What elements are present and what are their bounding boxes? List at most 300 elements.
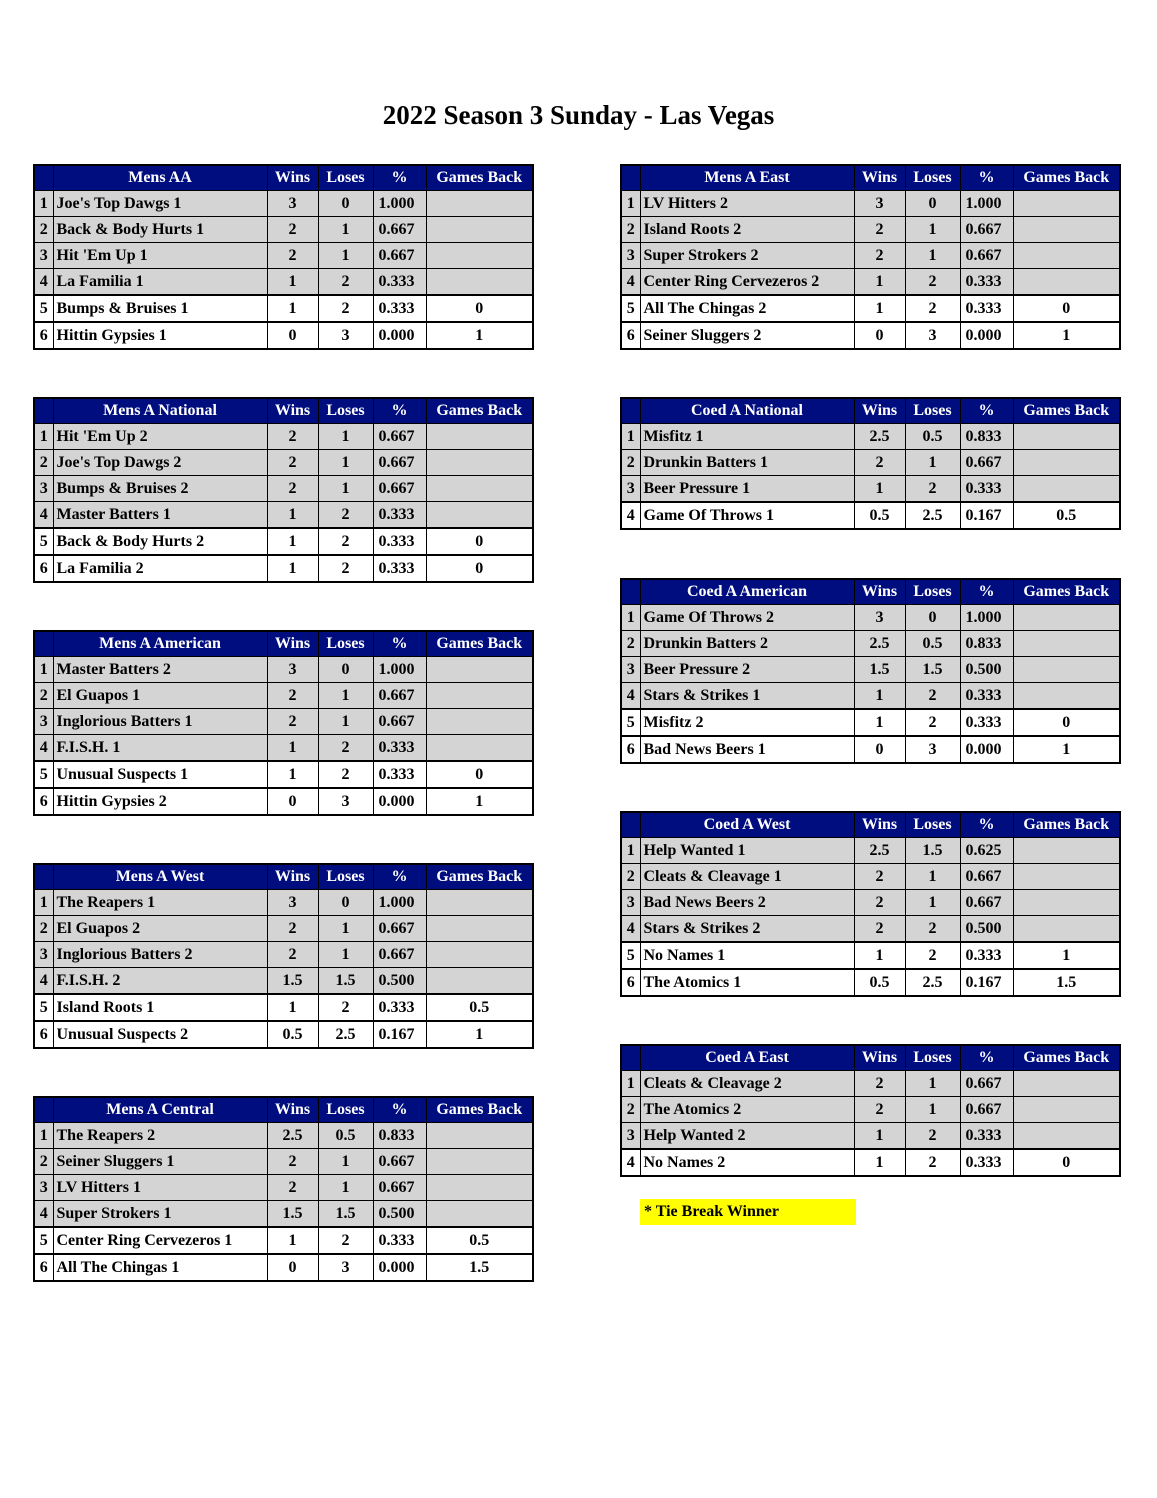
games-back-cell: 1.5 (1013, 969, 1120, 996)
team-name: Hit 'Em Up 1 (53, 243, 267, 269)
games-back-cell (1013, 450, 1120, 476)
team-name: Seiner Sluggers 2 (640, 322, 854, 349)
pct-cell: 0.333 (373, 555, 426, 582)
team-name: Hit 'Em Up 2 (53, 424, 267, 450)
loses-cell: 2.5 (905, 969, 960, 996)
pct-cell: 0.333 (373, 761, 426, 788)
games-back-cell: 1 (426, 322, 533, 349)
rank-cell: 2 (621, 217, 640, 243)
wins-cell: 0 (854, 322, 905, 349)
division-table-mens-aa (33, 164, 534, 350)
division-header-row (621, 579, 1120, 605)
wins-cell: 2 (267, 1149, 318, 1175)
pct-cell: 0.667 (373, 424, 426, 450)
team-name: Unusual Suspects 1 (53, 761, 267, 788)
games-back-cell: 0 (1013, 709, 1120, 736)
pct-cell: 0.000 (960, 322, 1013, 349)
wins-cell: 2 (854, 450, 905, 476)
rank-cell: 4 (621, 502, 640, 529)
wins-header: Wins (267, 864, 318, 890)
rank-cell: 2 (621, 631, 640, 657)
division-name: Mens A American (53, 631, 267, 657)
rank-cell: 2 (34, 683, 53, 709)
loses-cell: 2 (318, 295, 373, 322)
pct-cell: 0.333 (960, 683, 1013, 710)
team-name: Joe's Top Dawgs 1 (53, 191, 267, 217)
table-row (621, 736, 1120, 763)
rank-cell: 4 (34, 502, 53, 529)
rank-header (34, 165, 53, 191)
games-back-cell: 1 (1013, 322, 1120, 349)
games-back-header: Games Back (1013, 165, 1120, 191)
pct-header: % (373, 631, 426, 657)
team-name: Island Roots 1 (53, 994, 267, 1021)
table-row (34, 735, 533, 762)
games-back-cell: 0.5 (426, 1227, 533, 1254)
pct-cell: 1.000 (373, 657, 426, 683)
rank-header (621, 165, 640, 191)
wins-cell: 1 (267, 735, 318, 762)
wins-cell: 1 (267, 761, 318, 788)
pct-cell: 0.667 (960, 890, 1013, 916)
wins-cell: 2 (267, 709, 318, 735)
loses-cell: 2 (318, 502, 373, 529)
team-name: Drunkin Batters 1 (640, 450, 854, 476)
rank-header (34, 631, 53, 657)
rank-cell: 1 (34, 1123, 53, 1149)
team-name: No Names 2 (640, 1149, 854, 1176)
games-back-cell (1013, 605, 1120, 631)
loses-cell: 0 (318, 657, 373, 683)
loses-cell: 2.5 (318, 1021, 373, 1048)
games-back-cell (1013, 657, 1120, 683)
pct-cell: 0.500 (960, 916, 1013, 943)
pct-cell: 0.000 (373, 788, 426, 815)
games-back-cell (426, 217, 533, 243)
table-row (621, 191, 1120, 217)
games-back-cell (1013, 476, 1120, 503)
team-name: Game Of Throws 2 (640, 605, 854, 631)
rank-cell: 1 (34, 890, 53, 916)
games-back-cell (1013, 683, 1120, 710)
rank-cell: 1 (621, 424, 640, 450)
loses-cell: 0 (318, 191, 373, 217)
loses-cell: 0 (905, 605, 960, 631)
division-table-mens-a-central (33, 1096, 534, 1282)
rank-cell: 3 (621, 476, 640, 503)
team-name: Seiner Sluggers 1 (53, 1149, 267, 1175)
loses-cell: 1 (318, 243, 373, 269)
table-row (621, 424, 1120, 450)
wins-cell: 2 (854, 864, 905, 890)
loses-cell: 3 (318, 788, 373, 815)
wins-cell: 2 (267, 916, 318, 942)
wins-cell: 0.5 (854, 502, 905, 529)
table-row (621, 657, 1120, 683)
team-name: The Atomics 2 (640, 1097, 854, 1123)
rank-cell: 2 (34, 450, 53, 476)
rank-cell: 3 (34, 942, 53, 968)
loses-cell: 1.5 (318, 1201, 373, 1228)
loses-cell: 1 (318, 476, 373, 502)
wins-cell: 2 (267, 424, 318, 450)
division-header-row (621, 398, 1120, 424)
team-name: Beer Pressure 2 (640, 657, 854, 683)
division-header-row (34, 398, 533, 424)
rank-header (621, 812, 640, 838)
pct-cell: 0.333 (373, 735, 426, 762)
wins-cell: 1 (854, 269, 905, 296)
loses-header: Loses (318, 165, 373, 191)
wins-header: Wins (267, 1097, 318, 1123)
games-back-header: Games Back (1013, 812, 1120, 838)
pct-cell: 0.667 (373, 683, 426, 709)
wins-cell: 0 (854, 736, 905, 763)
table-row (621, 1149, 1120, 1176)
loses-cell: 2 (905, 683, 960, 710)
table-row (34, 424, 533, 450)
loses-cell: 2 (905, 269, 960, 296)
wins-header: Wins (854, 1045, 905, 1071)
pct-cell: 0.667 (960, 1071, 1013, 1097)
loses-cell: 0.5 (905, 631, 960, 657)
loses-cell: 2 (905, 1149, 960, 1176)
pct-header: % (960, 1045, 1013, 1071)
games-back-cell (1013, 1097, 1120, 1123)
pct-header: % (960, 165, 1013, 191)
table-row (621, 838, 1120, 864)
table-row (34, 1227, 533, 1254)
team-name: Misfitz 2 (640, 709, 854, 736)
pct-cell: 0.000 (373, 322, 426, 349)
wins-cell: 1.5 (854, 657, 905, 683)
team-name: No Names 1 (640, 942, 854, 969)
wins-cell: 1 (267, 1227, 318, 1254)
games-back-cell: 0 (426, 761, 533, 788)
team-name: Hittin Gypsies 1 (53, 322, 267, 349)
table-row (34, 1254, 533, 1281)
pct-cell: 1.000 (960, 605, 1013, 631)
rank-cell: 4 (621, 683, 640, 710)
games-back-cell (1013, 217, 1120, 243)
loses-cell: 1 (905, 243, 960, 269)
pct-cell: 0.333 (373, 295, 426, 322)
wins-cell: 3 (267, 657, 318, 683)
pct-header: % (373, 1097, 426, 1123)
wins-cell: 2.5 (854, 838, 905, 864)
division-table-coed-a-east (620, 1044, 1121, 1177)
loses-cell: 1 (905, 890, 960, 916)
team-name: Drunkin Batters 2 (640, 631, 854, 657)
pct-header: % (373, 165, 426, 191)
rank-header (621, 1045, 640, 1071)
wins-cell: 2 (267, 243, 318, 269)
pct-cell: 1.000 (373, 890, 426, 916)
team-name: The Atomics 1 (640, 969, 854, 996)
team-name: Super Strokers 2 (640, 243, 854, 269)
pct-cell: 0.333 (373, 1227, 426, 1254)
wins-cell: 2.5 (267, 1123, 318, 1149)
wins-cell: 0 (267, 788, 318, 815)
table-row (34, 916, 533, 942)
rank-cell: 4 (34, 1201, 53, 1228)
games-back-cell (426, 942, 533, 968)
games-back-cell: 0 (1013, 1149, 1120, 1176)
loses-cell: 2 (905, 709, 960, 736)
games-back-cell: 0.5 (426, 994, 533, 1021)
pct-cell: 0.833 (373, 1123, 426, 1149)
games-back-header: Games Back (426, 1097, 533, 1123)
pct-header: % (960, 398, 1013, 424)
table-row (621, 916, 1120, 943)
loses-cell: 1.5 (905, 838, 960, 864)
team-name: Bad News Beers 1 (640, 736, 854, 763)
table-row (34, 709, 533, 735)
wins-cell: 1.5 (267, 968, 318, 995)
rank-cell: 1 (621, 838, 640, 864)
rank-cell: 3 (621, 1123, 640, 1150)
division-name: Coed A West (640, 812, 854, 838)
wins-header: Wins (854, 579, 905, 605)
wins-cell: 1 (854, 1149, 905, 1176)
team-name: The Reapers 2 (53, 1123, 267, 1149)
rank-cell: 1 (34, 424, 53, 450)
rank-cell: 4 (34, 968, 53, 995)
loses-cell: 1 (318, 217, 373, 243)
loses-cell: 1 (905, 450, 960, 476)
games-back-cell (426, 735, 533, 762)
table-row (621, 605, 1120, 631)
rank-cell: 3 (621, 890, 640, 916)
loses-cell: 1 (318, 424, 373, 450)
games-back-cell (426, 916, 533, 942)
pct-cell: 0.167 (960, 502, 1013, 529)
rank-cell: 5 (621, 295, 640, 322)
wins-cell: 1.5 (267, 1201, 318, 1228)
wins-header: Wins (267, 398, 318, 424)
team-name: Bad News Beers 2 (640, 890, 854, 916)
pct-cell: 0.667 (373, 450, 426, 476)
wins-cell: 1 (267, 269, 318, 296)
rank-cell: 2 (34, 217, 53, 243)
rank-cell: 3 (34, 476, 53, 502)
division-table-mens-a-national (33, 397, 534, 583)
team-name: The Reapers 1 (53, 890, 267, 916)
pct-cell: 0.333 (960, 269, 1013, 296)
table-row (621, 243, 1120, 269)
team-name: Hittin Gypsies 2 (53, 788, 267, 815)
team-name: Misfitz 1 (640, 424, 854, 450)
wins-cell: 3 (854, 605, 905, 631)
rank-cell: 4 (34, 269, 53, 296)
division-header-row (621, 812, 1120, 838)
wins-cell: 0.5 (267, 1021, 318, 1048)
table-row (34, 683, 533, 709)
pct-cell: 0.333 (960, 709, 1013, 736)
loses-cell: 2 (318, 735, 373, 762)
games-back-cell: 1 (1013, 736, 1120, 763)
games-back-cell (1013, 838, 1120, 864)
table-row (34, 1021, 533, 1048)
pct-cell: 0.333 (960, 1123, 1013, 1150)
division-table-coed-a-american (620, 578, 1121, 764)
wins-header: Wins (267, 165, 318, 191)
table-row (34, 295, 533, 322)
games-back-header: Games Back (426, 864, 533, 890)
table-row (621, 890, 1120, 916)
wins-cell: 2 (854, 243, 905, 269)
rank-header (621, 579, 640, 605)
team-name: Joe's Top Dawgs 2 (53, 450, 267, 476)
team-name: Bumps & Bruises 1 (53, 295, 267, 322)
loses-cell: 1 (318, 1149, 373, 1175)
loses-header: Loses (905, 398, 960, 424)
pct-cell: 0.500 (373, 1201, 426, 1228)
games-back-cell (426, 1149, 533, 1175)
team-name: Back & Body Hurts 2 (53, 528, 267, 555)
rank-cell: 3 (34, 709, 53, 735)
table-row (34, 657, 533, 683)
table-row (621, 295, 1120, 322)
wins-header: Wins (854, 398, 905, 424)
rank-cell: 6 (621, 736, 640, 763)
rank-cell: 6 (34, 1021, 53, 1048)
rank-cell: 1 (621, 1071, 640, 1097)
rank-header (34, 1097, 53, 1123)
division-name: Mens A West (53, 864, 267, 890)
division-table-mens-a-american (33, 630, 534, 816)
loses-cell: 1.5 (905, 657, 960, 683)
rank-cell: 5 (621, 709, 640, 736)
pct-cell: 0.333 (373, 502, 426, 529)
wins-cell: 1 (854, 295, 905, 322)
games-back-header: Games Back (426, 165, 533, 191)
loses-cell: 2 (318, 555, 373, 582)
loses-cell: 1 (318, 450, 373, 476)
table-row (34, 450, 533, 476)
pct-cell: 0.667 (373, 217, 426, 243)
rank-header (621, 398, 640, 424)
pct-header: % (373, 864, 426, 890)
games-back-cell (426, 450, 533, 476)
table-row (621, 864, 1120, 890)
loses-header: Loses (905, 165, 960, 191)
loses-header: Loses (318, 864, 373, 890)
wins-cell: 2 (854, 916, 905, 943)
wins-cell: 1 (854, 683, 905, 710)
loses-cell: 1 (318, 942, 373, 968)
pct-cell: 0.667 (960, 1097, 1013, 1123)
division-table-mens-a-west (33, 863, 534, 1049)
rank-cell: 3 (34, 1175, 53, 1201)
team-name: Center Ring Cervezeros 1 (53, 1227, 267, 1254)
division-name: Mens A National (53, 398, 267, 424)
team-name: F.I.S.H. 2 (53, 968, 267, 995)
team-name: Bumps & Bruises 2 (53, 476, 267, 502)
rank-cell: 2 (621, 450, 640, 476)
pct-cell: 0.000 (960, 736, 1013, 763)
loses-header: Loses (905, 1045, 960, 1071)
games-back-cell (1013, 631, 1120, 657)
table-row (34, 890, 533, 916)
division-header-row (621, 165, 1120, 191)
pct-header: % (373, 398, 426, 424)
wins-cell: 2 (267, 683, 318, 709)
wins-cell: 3 (267, 890, 318, 916)
loses-cell: 1 (318, 1175, 373, 1201)
division-name: Mens A Central (53, 1097, 267, 1123)
division-name: Mens AA (53, 165, 267, 191)
loses-header: Loses (318, 631, 373, 657)
games-back-cell (1013, 1071, 1120, 1097)
division-header-row (34, 631, 533, 657)
games-back-cell (426, 657, 533, 683)
team-name: Game Of Throws 1 (640, 502, 854, 529)
loses-cell: 1 (905, 1071, 960, 1097)
rank-cell: 5 (621, 942, 640, 969)
table-row (621, 476, 1120, 503)
rank-cell: 4 (34, 735, 53, 762)
loses-header: Loses (318, 398, 373, 424)
rank-cell: 5 (34, 1227, 53, 1254)
wins-cell: 1 (267, 555, 318, 582)
wins-cell: 2 (267, 476, 318, 502)
team-name: El Guapos 1 (53, 683, 267, 709)
pct-cell: 0.333 (373, 269, 426, 296)
rank-cell: 6 (34, 788, 53, 815)
games-back-cell (426, 476, 533, 502)
loses-cell: 2 (905, 295, 960, 322)
games-back-cell (1013, 1123, 1120, 1150)
loses-cell: 0.5 (318, 1123, 373, 1149)
rank-cell: 1 (34, 657, 53, 683)
rank-cell: 5 (34, 528, 53, 555)
wins-cell: 2 (267, 217, 318, 243)
loses-cell: 2 (905, 916, 960, 943)
team-name: Stars & Strikes 1 (640, 683, 854, 710)
table-row (34, 502, 533, 529)
wins-cell: 2.5 (854, 631, 905, 657)
pct-cell: 0.667 (373, 942, 426, 968)
pct-cell: 0.667 (960, 243, 1013, 269)
division-header-row (621, 1045, 1120, 1071)
team-name: Center Ring Cervezeros 2 (640, 269, 854, 296)
rank-cell: 3 (621, 243, 640, 269)
wins-header: Wins (267, 631, 318, 657)
wins-cell: 2 (267, 450, 318, 476)
loses-cell: 0.5 (905, 424, 960, 450)
table-row (621, 217, 1120, 243)
table-row (34, 1201, 533, 1228)
games-back-cell (1013, 890, 1120, 916)
pct-cell: 0.625 (960, 838, 1013, 864)
games-back-cell: 0 (426, 295, 533, 322)
team-name: F.I.S.H. 1 (53, 735, 267, 762)
rank-cell: 1 (34, 191, 53, 217)
pct-cell: 0.667 (960, 217, 1013, 243)
loses-cell: 1 (905, 1097, 960, 1123)
games-back-cell (426, 191, 533, 217)
pct-cell: 0.667 (373, 916, 426, 942)
pct-cell: 0.333 (373, 994, 426, 1021)
games-back-cell (426, 709, 533, 735)
loses-header: Loses (905, 579, 960, 605)
loses-cell: 2 (318, 1227, 373, 1254)
wins-cell: 2 (854, 1097, 905, 1123)
pct-cell: 0.833 (960, 424, 1013, 450)
team-name: Super Strokers 1 (53, 1201, 267, 1228)
games-back-cell: 1 (1013, 942, 1120, 969)
